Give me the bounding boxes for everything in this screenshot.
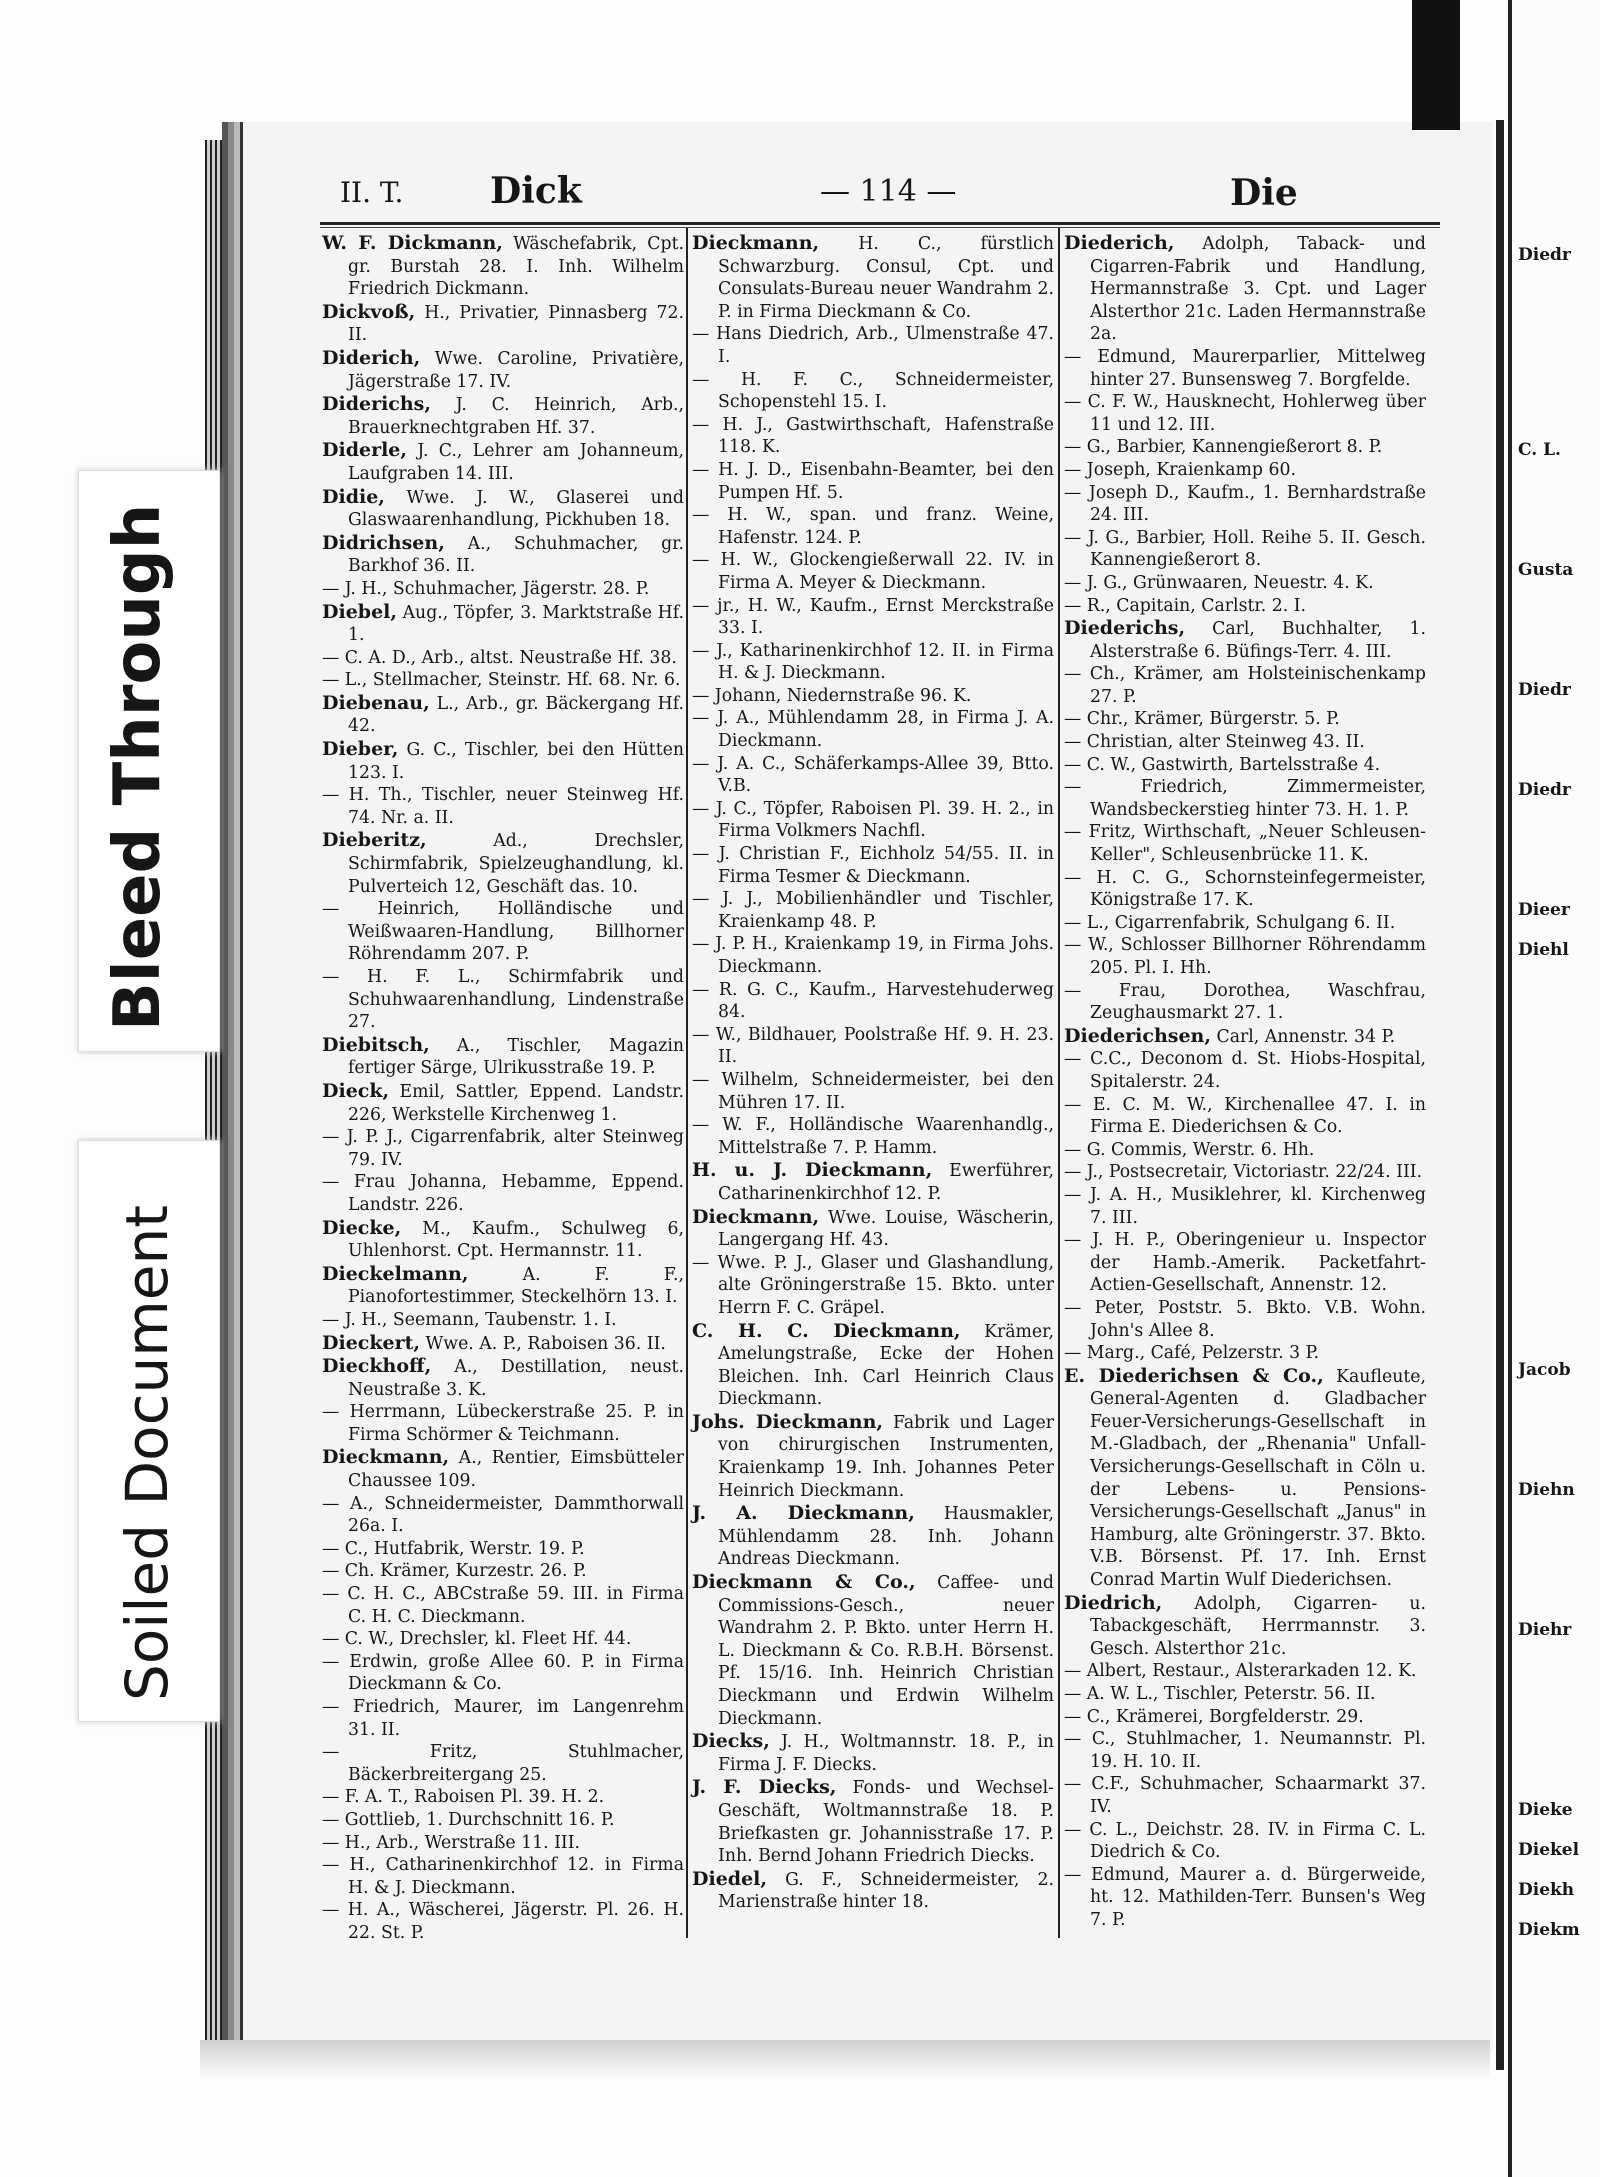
- directory-entry: [322, 1332, 684, 1356]
- entry-text: — Ch., Krämer, am Holsteinischenkamp 27. P.: [1064, 664, 1426, 707]
- entry-text: Ewerführer, Catharinenkirchhof 12. P.: [718, 1161, 1054, 1204]
- entry-text: — H. C. G., Schornsteinfegermeister, Königstraße 17. K.: [1064, 867, 1426, 911]
- directory-entry: [1064, 934, 1426, 979]
- entry-text: — C. W., Drechsler, kl. Fleet Hf. 44.: [322, 1629, 632, 1650]
- directory-entry: [322, 738, 684, 784]
- header-last-word: Die: [1230, 172, 1298, 214]
- directory-entry: [322, 601, 684, 647]
- entry-text: — Albert, Restaur., Alsterarkaden 12. K.: [1064, 1661, 1417, 1682]
- entry-text: — H. F. L., Schirmfabrik und Schuhwaarenhandlung, Lindenstraße 27.: [322, 967, 684, 1033]
- directory-entry: [322, 966, 684, 1034]
- next-page-fragment: Diedr: [1518, 780, 1571, 800]
- directory-entry: [692, 1320, 1054, 1411]
- directory-entry: [322, 1786, 684, 1809]
- entry-text: A., Schuhmacher, gr. Barkhof 36. II.: [348, 533, 685, 577]
- directory-entry: [1064, 663, 1426, 708]
- directory-entry: [322, 1651, 684, 1696]
- directory-entry: [1064, 436, 1426, 459]
- directory-entry: [692, 1730, 1054, 1776]
- entry-text: — H. W., Glockengießerwall 22. IV. in Firma A. Meyer & Dieckmann.: [692, 550, 1054, 593]
- directory-entry: [692, 707, 1054, 752]
- directory-entry: [322, 301, 684, 347]
- entry-name: E. Diederichsen & Co.,: [1064, 1364, 1324, 1387]
- directory-entry: [1064, 1094, 1426, 1139]
- column-3: [1064, 232, 1426, 1932]
- entry-name: Diderichs,: [322, 393, 431, 416]
- entry-name: Dieckert,: [322, 1331, 421, 1354]
- directory-entry: [1064, 1683, 1426, 1706]
- entry-text: — Chr., Krämer, Bürgerstr. 5. P.: [1064, 709, 1340, 730]
- entry-text: H., Privatier, Pinnasberg 72. II.: [348, 302, 684, 346]
- directory-entry: [1064, 1728, 1426, 1773]
- entry-text: — C., Stuhlmacher, 1. Neumannstr. Pl. 19. H. 10. II.: [1064, 1729, 1426, 1772]
- entry-text: — J. P. J., Cigarrenfabrik, alter Steinweg 79. IV.: [322, 1127, 684, 1170]
- directory-entry: [322, 1741, 684, 1786]
- directory-entry: [1064, 232, 1426, 346]
- entry-text: — Frau Johanna, Hebamme, Eppend. Landstr. 226.: [322, 1172, 684, 1215]
- header-first-word: Dick: [490, 170, 582, 212]
- entry-text: — J. A. C., Schäferkamps-Allee 39, Btto. V.B.: [692, 753, 1054, 797]
- entry-text: — J. G., Grünwaaren, Neuestr. 4. K.: [1064, 572, 1374, 593]
- entry-name: Dieck,: [322, 1079, 390, 1102]
- directory-entry: [1064, 731, 1426, 754]
- entry-text: — A. W. L., Tischler, Peterstr. 56. II.: [1064, 1684, 1376, 1704]
- entry-text: Kaufleute, General-Agenten d. Gladbacher Feuer-Versicherungs-Gesellschaft in M.-Gladbach, der „Rhenania" Unfall-Versicherungs-Gesellschaft in Cöln u. der Lebens- u. Pensions-Versicherungs-Gesellschaft „Janus" in Hamburg, alte Gröningerstr. 37. Bkto. V.B. Börsenst. Pf. 17. Inh. Ernst Conrad Martin Wulf Diederichsen.: [1090, 1366, 1426, 1591]
- entry-text: — H. F. C., Schneidermeister, Schopenstehl 15. I.: [692, 369, 1054, 413]
- next-page-fragment: Jacob: [1518, 1360, 1571, 1380]
- entry-name: Dieber,: [322, 738, 399, 761]
- bleed-through-text: Bleed Through: [101, 503, 175, 1031]
- directory-entry: [322, 393, 684, 439]
- soiled-document-text: Soiled Document: [113, 1205, 181, 1701]
- entry-text: — H. J. D., Eisenbahn-Beamter, bei den Pumpen Hf. 5.: [692, 459, 1054, 503]
- entry-name: Didie,: [322, 485, 385, 508]
- directory-entry: [692, 1776, 1054, 1867]
- page-header: [340, 170, 1440, 220]
- entry-name: Dieckelmann,: [322, 1262, 469, 1285]
- entry-name: Diebitsch,: [322, 1033, 430, 1056]
- directory-entry: [692, 1159, 1054, 1205]
- directory-entry: [692, 459, 1054, 504]
- entry-text: Aug., Töpfer, 3. Marktstraße Hf. 1.: [348, 602, 684, 646]
- directory-entry: [322, 784, 684, 829]
- next-page-fragment: Dieke: [1518, 1800, 1573, 1820]
- entry-text: — C. W., Gastwirth, Bartelsstraße 4.: [1064, 754, 1381, 775]
- entry-text: — H., Arb., Werstraße 11. III.: [322, 1832, 581, 1853]
- directory-entry: [1064, 1864, 1426, 1932]
- header-rule-thin: [320, 227, 1440, 228]
- entry-text: — jr., H. W., Kaufm., Ernst Merckstraße 33. I.: [692, 595, 1054, 639]
- entry-text: — Heinrich, Holländische und Weißwaaren-Handlung, Billhorner Röhrendamm 207. P.: [322, 899, 684, 965]
- directory-entry: [1064, 912, 1426, 935]
- directory-entry: [692, 1206, 1054, 1252]
- next-page-fragment: Diedr: [1518, 680, 1571, 700]
- directory-entry: [322, 1696, 684, 1741]
- entry-text: Caffee- und Commissions-Gesch., neuer Wandrahm 2. P. Bkto. unter Herrn H. L. Dieckmann & Co. R.B.H. Börsenst. Pf. 15/16. Inh. Heinrich Christian Dieckmann und Erdwin Wilhelm Dieckmann.: [718, 1573, 1054, 1729]
- entry-text: — C., Hutfabrik, Werstr. 19. P.: [322, 1538, 585, 1559]
- entry-name: Dieberitz,: [322, 829, 427, 852]
- directory-entry: [692, 753, 1054, 798]
- entry-name: Dickvoß,: [322, 300, 416, 323]
- entry-name: Dieckmann,: [692, 1205, 820, 1228]
- entry-text: Wäschefabrik, Cpt. gr. Burstah 28. I. Inh. Wilhelm Friedrich Dickmann.: [348, 234, 685, 300]
- directory-entry: [322, 1628, 684, 1651]
- entry-text: — J. H. P., Oberingenieur u. Inspector der Hamb.-Amerik. Packetfahrt-Actien-Gesellschaft, Annenstr. 12.: [1064, 1230, 1426, 1296]
- entry-text: — J. H., Schuhmacher, Jägerstr. 28. P.: [322, 578, 650, 599]
- entry-name: Dieckhoff,: [322, 1355, 432, 1378]
- entry-text: — Marg., Café, Pelzerstr. 3 P.: [1064, 1343, 1320, 1364]
- entry-text: Wwe. Louise, Wäscherin, Langergang Hf. 43.: [718, 1207, 1054, 1251]
- directory-entry: [322, 1309, 684, 1332]
- entry-text: — J. C., Töpfer, Raboisen Pl. 39. H. 2., in Firma Volkmers Nachfl.: [692, 798, 1054, 842]
- section-marker: II. T.: [340, 176, 404, 209]
- directory-entry: [322, 829, 684, 898]
- directory-entry: [322, 692, 684, 738]
- directory-entry: [692, 933, 1054, 978]
- next-page-edge: [1508, 0, 1600, 2177]
- top-bookmark-strip: [1412, 0, 1460, 130]
- directory-entry: [1064, 1184, 1426, 1229]
- entry-text: — Joseph D., Kaufm., 1. Bernhardstraße 24. III.: [1064, 482, 1426, 526]
- entry-text: — Christian, alter Steinweg 43. II.: [1064, 732, 1365, 753]
- next-page-fragment: Diekm: [1518, 1920, 1580, 1940]
- entry-text: A., Destillation, neust. Neustraße 3. K.: [348, 1357, 684, 1400]
- directory-entry: [1064, 482, 1426, 527]
- directory-entry: [692, 414, 1054, 459]
- entry-name: Diderle,: [322, 439, 407, 462]
- directory-entry: [322, 1034, 684, 1080]
- entry-text: J. C., Lehrer am Johanneum, Laufgraben 14. III.: [348, 441, 684, 484]
- entry-text: — Gottlieb, 1. Durchschnitt 16. P.: [322, 1809, 615, 1830]
- entry-text: Krämer, Amelungstraße, Ecke der Hohen Bleichen. Inh. Carl Heinrich Claus Dieckmann.: [718, 1321, 1055, 1410]
- entry-text: L., Arb., gr. Bäckergang Hf. 42.: [348, 693, 684, 737]
- directory-entry: [322, 347, 684, 393]
- entry-name: Johs. Dieckmann,: [692, 1410, 884, 1433]
- entry-text: — Wwe. P. J., Glaser und Glashandlung, alte Gröningerstraße 15. Bkto. unter Herrn F. C. Gräpel.: [692, 1252, 1054, 1318]
- entry-name: Diedel,: [692, 1867, 767, 1890]
- entry-text: — H. J., Gastwirthschaft, Hafenstraße 118. K.: [692, 414, 1054, 458]
- entry-text: — C., Krämerei, Borgfelderstr. 29.: [1064, 1706, 1364, 1727]
- column-divider: [1058, 228, 1060, 1938]
- directory-entry: [692, 1024, 1054, 1069]
- directory-entry: [322, 1899, 684, 1944]
- column-2: [692, 232, 1054, 1914]
- entry-text: — J., Katharinenkirchhof 12. II. in Firma H. & J. Dieckmann.: [692, 640, 1054, 684]
- entry-text: A. F. F., Pianofortestimmer, Steckelhörn 13. I.: [348, 1264, 684, 1308]
- entry-text: A., Rentier, Eimsbütteler Chaussee 109.: [348, 1448, 684, 1492]
- column-1: [322, 232, 684, 1945]
- directory-entry: [692, 1868, 1054, 1914]
- directory-entry: [692, 685, 1054, 708]
- column-divider: [686, 228, 688, 1938]
- entry-text: — Friedrich, Zimmermeister, Wandsbeckerstieg hinter 73. H. 1. P.: [1064, 777, 1426, 820]
- next-page-fragment: C. L.: [1518, 440, 1561, 460]
- entry-text: A., Tischler, Magazin fertiger Särge, Ulrikusstraße 19. P.: [348, 1035, 684, 1079]
- entry-text: Fabrik und Lager von chirurgischen Instrumenten, Kraienkamp 19. Inh. Johannes Peter Heinrich Dieckmann.: [718, 1412, 1054, 1501]
- entry-text: — C. H. C., ABCstraße 59. III. in Firma C. H. C. Dieckmann.: [322, 1584, 684, 1627]
- directory-entry: [1064, 708, 1426, 731]
- directory-entry: [1064, 980, 1426, 1025]
- directory-entry: [322, 1171, 684, 1216]
- directory-entry: [692, 232, 1054, 323]
- entry-name: J. A. Dieckmann,: [692, 1502, 915, 1525]
- directory-entry: [1064, 1229, 1426, 1297]
- entry-text: — Friedrich, Maurer, im Langenrehm 31. II.: [322, 1697, 684, 1740]
- directory-entry: [322, 1809, 684, 1832]
- directory-entry: [692, 640, 1054, 685]
- directory-entry: [1064, 1025, 1426, 1049]
- entry-text: — J. A. H., Musiklehrer, kl. Kirchenweg 7. III.: [1064, 1184, 1426, 1228]
- next-page-fragment: Diehr: [1518, 1620, 1572, 1640]
- page-bottom-shadow: [200, 2040, 1490, 2080]
- directory-entry: [322, 486, 684, 532]
- entry-text: — G., Barbier, Kannengießerort 8. P.: [1064, 437, 1383, 458]
- directory-entry: [692, 1502, 1054, 1571]
- entry-name: W. F. Dickmann,: [322, 232, 503, 254]
- directory-entry: [1064, 1297, 1426, 1342]
- entry-text: Wwe. A. P., Raboisen 36. II.: [425, 1333, 666, 1354]
- directory-entry: [1064, 1342, 1426, 1365]
- directory-entry: [692, 888, 1054, 933]
- directory-entry: [1064, 595, 1426, 618]
- directory-entry: [322, 1217, 684, 1263]
- directory-entry: [322, 898, 684, 966]
- entry-text: J. C. Heinrich, Arb., Brauerknechtgraben Hf. 37.: [348, 395, 684, 438]
- entry-text: — W., Bildhauer, Poolstraße Hf. 9. H. 23. II.: [692, 1024, 1054, 1068]
- entry-text: Adolph, Cigarren- u. Tabackgeschäft, Herrmannstr. 3. Gesch. Alsterthor 21c.: [1090, 1593, 1426, 1659]
- directory-entry: [692, 798, 1054, 843]
- entry-text: Wwe. J. W., Glaserei und Glaswaarenhandlung, Pickhuben 18.: [348, 487, 684, 531]
- entry-name: Dieckmann,: [322, 1446, 450, 1469]
- entry-text: — Edmund, Maurerparlier, Mittelweg hinter 27. Bunsensweg 7. Borgfelde.: [1064, 346, 1426, 390]
- entry-name: Diebel,: [322, 600, 397, 623]
- entry-text: — H. Th., Tischler, neuer Steinweg Hf. 74. Nr. a. II.: [322, 785, 684, 828]
- entry-text: — C. F. W., Hausknecht, Hohlerweg über 11 und 12. III.: [1064, 392, 1426, 435]
- entry-text: — J. H., Seemann, Taubenstr. 1. I.: [322, 1309, 617, 1330]
- entry-text: — G. Commis, Werstr. 6. Hh.: [1064, 1139, 1315, 1160]
- directory-entry: [322, 1126, 684, 1171]
- directory-entry: [692, 595, 1054, 640]
- next-page-fragment: Diehl: [1518, 940, 1569, 960]
- directory-entry: [322, 1832, 684, 1855]
- entry-text: — J. A., Mühlendamm 28, in Firma J. A. Dieckmann.: [692, 708, 1054, 752]
- entry-name: Diebenau,: [322, 691, 430, 714]
- entry-text: — E. C. M. W., Kirchenallee 47. I. in Firma E. Diederichsen & Co.: [1064, 1094, 1426, 1138]
- entry-text: — J. J., Mobilienhändler und Tischler, Kraienkamp 48. P.: [692, 889, 1054, 932]
- directory-entry: [1064, 1365, 1426, 1592]
- entry-text: G. C., Tischler, bei den Hütten 123. I.: [348, 740, 685, 783]
- bleed-through-label: [78, 470, 220, 1052]
- entry-text: M., Kaufm., Schulweg 6, Uhlenhorst. Cpt. Hermannstr. 11.: [348, 1218, 684, 1262]
- entry-text: — Hans Diedrich, Arb., Ulmenstraße 47. I.: [692, 324, 1054, 367]
- directory-entry: [322, 647, 684, 670]
- directory-entry: [1064, 1048, 1426, 1093]
- directory-entry: [1064, 1660, 1426, 1683]
- directory-entry: [1064, 617, 1426, 663]
- next-page-fragment: Diekh: [1518, 1880, 1575, 1900]
- book-spine: [1496, 120, 1504, 2070]
- page-number: — 114 —: [820, 174, 957, 209]
- entry-text: — L., Stellmacher, Steinstr. Hf. 68. Nr. 6.: [322, 670, 681, 691]
- page-edge-stack: [205, 140, 227, 2060]
- directory-entry: [1064, 527, 1426, 572]
- entry-text: — Frau, Dorothea, Waschfrau, Zeughausmarkt 27. 1.: [1064, 980, 1426, 1024]
- entry-text: — W., Schlosser Billhorner Röhrendamm 205. Pl. I. Hh.: [1064, 935, 1426, 978]
- directory-entry: [692, 323, 1054, 368]
- directory-entry: [692, 1252, 1054, 1320]
- entry-name: H. u. J. Dieckmann,: [692, 1159, 933, 1182]
- directory-entry: [322, 1538, 684, 1561]
- entry-name: C. H. C. Dieckmann,: [692, 1319, 961, 1342]
- next-page-fragment: Gusta: [1518, 560, 1574, 580]
- entry-name: Dieckmann & Co.,: [692, 1571, 916, 1594]
- next-page-fragment: Dieer: [1518, 900, 1570, 920]
- directory-entry: [692, 549, 1054, 594]
- entry-text: — H. W., span. und franz. Weine, Hafenstr. 124. P.: [692, 505, 1054, 548]
- entry-text: — W. F., Holländische Waarenhandlg., Mittelstraße 7. P. Hamm.: [692, 1115, 1054, 1158]
- directory-entry: [692, 843, 1054, 888]
- next-page-fragment: Diedr: [1518, 245, 1571, 265]
- directory-entry: [1064, 572, 1426, 595]
- entry-name: Diecke,: [322, 1216, 402, 1239]
- entry-text: G. F., Schneidermeister, 2. Marienstraße hinter 18.: [718, 1869, 1054, 1913]
- entry-text: — Erdwin, große Allee 60. P. in Firma Dieckmann & Co.: [322, 1651, 684, 1695]
- directory-entry: [1064, 754, 1426, 777]
- entry-name: Dieckmann,: [692, 232, 820, 254]
- directory-entry: [322, 1401, 684, 1446]
- entry-text: — Fritz, Stuhlmacher, Bäckerbreitergang 25.: [322, 1742, 684, 1785]
- directory-entry: [322, 1355, 684, 1401]
- entry-text: H. C., fürstlich Schwarzburg. Consul, Cpt. und Consulats-Bureau neuer Wandrahm 2. P. in Firma Dieckmann & Co.: [718, 234, 1054, 322]
- directory-entry: [1064, 1161, 1426, 1184]
- directory-entry: [322, 1080, 684, 1126]
- soiled-document-label: [78, 1140, 220, 1722]
- entry-text: — C. L., Deichstr. 28. IV. in Firma C. L. Diedrich & Co.: [1064, 1819, 1426, 1863]
- entry-text: — F. A. T., Raboisen Pl. 39. H. 2.: [322, 1787, 605, 1808]
- directory-entry: [322, 578, 684, 601]
- entry-text: — J. P. H., Kraienkamp 19, in Firma Johs. Dieckmann.: [692, 934, 1054, 977]
- entry-text: — J., Postsecretair, Victoriastr. 22/24. III.: [1064, 1162, 1423, 1183]
- entry-text: — C. A. D., Arb., altst. Neustraße Hf. 38.: [322, 647, 677, 668]
- directory-entry: [322, 1854, 684, 1899]
- directory-entry: [1064, 459, 1426, 482]
- entry-text: — H., Catharinenkirchhof 12. in Firma H. & J. Dieckmann.: [322, 1855, 684, 1898]
- entry-text: Adolph, Taback- und Cigarren-Fabrik und Handlung, Hermannstraße 3. Cpt. und Lager Alsterthor 21c. Laden Hermannstraße 2a.: [1090, 234, 1426, 345]
- entry-text: — Fritz, Wirthschaft, „Neuer Schleusen-Keller", Schleusenbrücke 11. K.: [1064, 822, 1426, 866]
- entry-text: — C.F., Schuhmacher, Schaarmarkt 37. IV.: [1064, 1774, 1426, 1817]
- entry-text: — R. G. C., Kaufm., Harvestehuderweg 84.: [692, 979, 1054, 1023]
- next-page-fragment: Diehn: [1518, 1480, 1575, 1500]
- entry-name: Diederichsen,: [1064, 1024, 1211, 1047]
- directory-entry: [692, 1411, 1054, 1502]
- entry-name: J. F. Diecks,: [692, 1776, 837, 1799]
- entry-text: — Wilhelm, Schneidermeister, bei den Mühren 17. II.: [692, 1069, 1054, 1113]
- entry-text: — Ch. Krämer, Kurzestr. 26. P.: [322, 1561, 587, 1582]
- directory-entry: [322, 1446, 684, 1492]
- entry-text: — Herrmann, Lübeckerstraße 25. P. in Firma Schörmer & Teichmann.: [322, 1402, 684, 1445]
- entry-text: Ad., Drechsler, Schirmfabrik, Spielzeughandlung, kl. Pulverteich 12, Geschäft das. 10.: [348, 831, 685, 897]
- entry-text: — J. Christian F., Eichholz 54/55. II. in Firma Tesmer & Dieckmann.: [692, 844, 1054, 887]
- entry-text: — Joseph, Kraienkamp 60.: [1064, 459, 1296, 480]
- directory-entry: [1064, 346, 1426, 391]
- directory-entry: [692, 1114, 1054, 1159]
- directory-entry: [692, 979, 1054, 1024]
- directory-entry: [1064, 391, 1426, 436]
- directory-entry: [1064, 1773, 1426, 1818]
- directory-entry: [1064, 1819, 1426, 1864]
- entry-text: — H. A., Wäscherei, Jägerstr. Pl. 26. H. 22. St. P.: [322, 1900, 684, 1943]
- entry-text: — Edmund, Maurer a. d. Bürgerweide, ht. 12. Mathilden-Terr. Bunsen's Weg 7. P.: [1064, 1864, 1426, 1930]
- directory-entry: [322, 669, 684, 692]
- entry-name: Diecks,: [692, 1730, 770, 1753]
- directory-entry: [692, 504, 1054, 549]
- directory-entry: [322, 439, 684, 485]
- directory-entry: [1064, 776, 1426, 821]
- entry-name: Diedrich,: [1064, 1591, 1163, 1614]
- directory-entry: [322, 1560, 684, 1583]
- entry-text: — A., Schneidermeister, Dammthorwall 26a. I.: [322, 1493, 684, 1537]
- entry-text: Fonds- und Wechsel-Geschäft, Woltmannstraße 18. P. Briefkasten gr. Johannisstraße 17. P. Inh. Bernd Johann Friedrich Diecks.: [718, 1778, 1054, 1867]
- header-rule: [320, 222, 1440, 225]
- entry-text: Carl, Annenstr. 34 P.: [1216, 1026, 1396, 1047]
- directory-entry: [1064, 1592, 1426, 1661]
- directory-entry: [1064, 1706, 1426, 1729]
- entry-name: Didrichsen,: [322, 531, 445, 554]
- directory-entry: [692, 1069, 1054, 1114]
- entry-text: Emil, Sattler, Eppend. Landstr. 226, Werkstelle Kirchenweg 1.: [348, 1081, 684, 1125]
- entry-text: Carl, Buchhalter, 1. Alsterstraße 6. Büfings-Terr. 4. III.: [1090, 619, 1426, 662]
- directory-entry: [1064, 867, 1426, 912]
- entry-name: Diderich,: [322, 346, 421, 369]
- directory-entry: [322, 1583, 684, 1628]
- entry-text: J. H., Woltmannstr. 18. P., in Firma J. F. Diecks.: [718, 1732, 1055, 1775]
- directory-entry: [692, 369, 1054, 414]
- entry-text: Wwe. Caroline, Privatière, Jägerstraße 17. IV.: [348, 348, 684, 392]
- entry-text: — Johann, Niedernstraße 96. K.: [692, 685, 972, 706]
- entry-text: — J. G., Barbier, Holl. Reihe 5. II. Gesch. Kannengießerort 8.: [1064, 527, 1426, 571]
- directory-entry: [692, 1571, 1054, 1730]
- next-page-fragment: Diekel: [1518, 1840, 1580, 1860]
- entry-text: — C.C., Deconom d. St. Hiobs-Hospital, Spitalerstr. 24.: [1064, 1049, 1426, 1092]
- directory-entry: [1064, 821, 1426, 866]
- directory-entry: [322, 232, 684, 301]
- directory-entry: [322, 1263, 684, 1309]
- entry-text: — Peter, Poststr. 5. Bkto. V.B. Wohn. John's Allee 8.: [1064, 1297, 1426, 1341]
- entry-name: Diederichs,: [1064, 617, 1186, 640]
- entry-text: — L., Cigarrenfabrik, Schulgang 6. II.: [1064, 912, 1396, 933]
- directory-entry: [1064, 1139, 1426, 1162]
- entry-text: Hausmakler, Mühlendamm 28. Inh. Johann Andreas Dieckmann.: [718, 1504, 1054, 1570]
- directory-entry: [322, 1493, 684, 1538]
- directory-entry: [322, 532, 684, 578]
- entry-text: — R., Capitain, Carlstr. 2. I.: [1064, 595, 1307, 616]
- entry-name: Diederich,: [1064, 232, 1175, 254]
